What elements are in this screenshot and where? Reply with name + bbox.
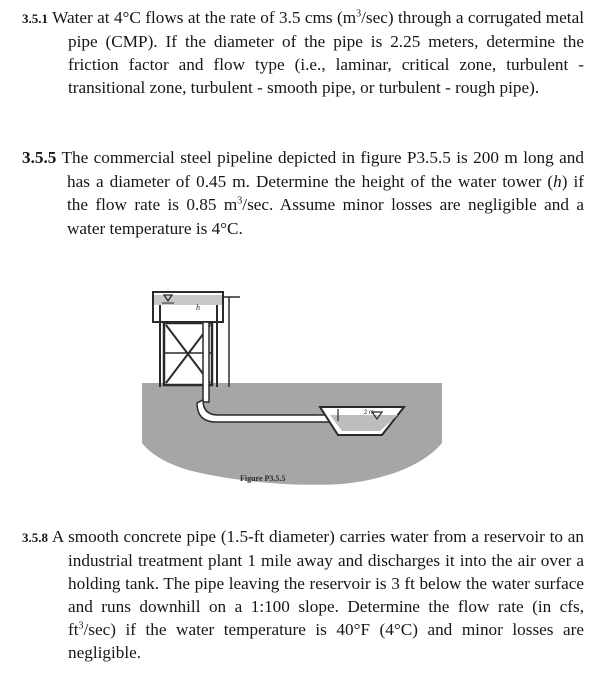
depth-label: 2 m: [364, 410, 375, 416]
superscript: 3: [237, 195, 243, 207]
problem-3-5-1-text: [22, 6, 584, 99]
pipeline-diagram: [142, 275, 442, 500]
figure-p3-5-5: [142, 275, 442, 500]
problem-number: 3.5.5: [22, 148, 57, 167]
problem-3-5-8: [22, 525, 584, 664]
problem-3-5-8-text: [22, 525, 584, 664]
superscript: 3: [356, 8, 362, 20]
problem-3-5-5-text: [22, 146, 584, 240]
problem-text-part: The commercial steel pipeline depicted in figure P3.5.5 is 200 m long and has a diameter of 0.45 m. Determine the height of the water tower (: [61, 148, 584, 191]
problem-text-part: /sec) if the water temperature is 40°F (4°C) and minor losses are negligible.: [68, 620, 584, 662]
problem-number: 3.5.8: [22, 530, 48, 545]
variable-h: h: [553, 171, 562, 191]
problem-number: 3.5.1: [22, 11, 48, 26]
vertical-pipe: [203, 322, 209, 402]
problem-text-part: /sec) through a corrugated metal pipe (CMP). If the diameter of the pipe is 2.25 meters, determine the friction factor and flow type (i.e., laminar, critical zone, turbulent - transitional zone, turbulent - smooth pipe, or turbulent - rough pipe).: [68, 8, 584, 97]
problem-text-part: A smooth concrete pipe (1.5-ft diameter) carries water from a reservoir to an industrial treatment plant 1 mile away and discharges it into the air over a holding tank. The pipe leaving the reservoir is 3 ft below the water surface and runs downhill on a 1:100 slope. Determine the flow rate (in cfs, ft: [51, 527, 584, 639]
problem-text-part: /sec. Assume minor losses are negligible and a water temperature is 4°C.: [67, 195, 584, 238]
h-label: h: [196, 303, 200, 312]
problem-text-part: Water at 4°C flows at the rate of 3.5 cms (m: [52, 8, 357, 27]
superscript: 3: [78, 620, 84, 632]
problem-text-part: ) if the flow rate is 0.85 m: [67, 171, 584, 214]
problem-3-5-5: [22, 146, 584, 240]
ground: [142, 383, 442, 485]
figure-caption: Figure P3.5.5: [240, 474, 286, 483]
problem-3-5-1: [22, 6, 584, 99]
